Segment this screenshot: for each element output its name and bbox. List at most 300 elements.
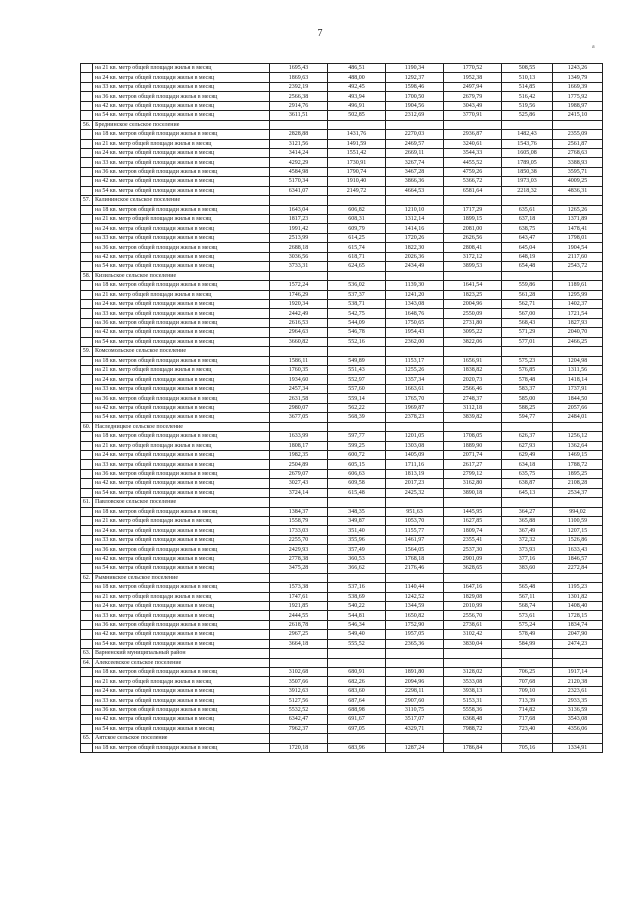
row-label: на 42 кв. метра общей площади жилья в месяц [93,177,270,186]
row-number [81,375,93,384]
value-cell: 1573,38 [270,583,328,592]
value-cell: 3036,56 [270,252,328,261]
value-cell: 624,65 [328,262,386,271]
value-cell: 1957,05 [386,630,444,639]
value-cell: 540,22 [328,601,386,610]
value-cell: 629,49 [502,450,553,459]
value-cell: 5170,34 [270,177,328,186]
value-cell: 1362,64 [553,441,603,450]
value-cell: 1139,30 [386,281,444,290]
table-row [81,158,603,167]
value-cell: 615,74 [328,243,386,252]
value-cell: 1586,11 [270,356,328,365]
table-row [81,620,603,629]
value-cell: 549,40 [328,630,386,639]
table-row [81,507,603,516]
value-cell [270,658,328,667]
row-label: на 33 кв. метра общей площади жилья в месяц [93,611,270,620]
row-label: на 42 кв. метра общей площади жилья в месяц [93,479,270,488]
value-cell: 1650,82 [386,611,444,620]
table-row [81,148,603,157]
value-cell: 635,61 [502,205,553,214]
value-cell: 2081,00 [444,224,502,233]
value-cell: 3890,18 [444,488,502,497]
value-cell: 1482,43 [502,130,553,139]
value-cell: 2120,38 [553,677,603,686]
row-number [81,262,93,271]
value-cell: 519,56 [502,101,553,110]
value-cell: 687,64 [328,696,386,705]
row-number: 65. [81,734,93,743]
table-row [81,139,603,148]
row-label: Павловское сельское поселение [93,498,270,507]
value-cell: 2255,70 [270,535,328,544]
value-cell: 605,15 [328,460,386,469]
row-label: на 18 кв. метров общей площади жилья в месяц [93,507,270,516]
value-cell [502,422,553,431]
row-number [81,441,93,450]
value-cell: 1869,63 [270,73,328,82]
row-number [81,488,93,497]
value-cell: 575,23 [502,356,553,365]
value-cell: 3899,53 [444,262,502,271]
value-cell: 2980,07 [270,403,328,412]
value-cell: 2731,80 [444,318,502,327]
row-label: на 24 кв. метра общей площади жилья в месяц [93,73,270,82]
value-cell: 1445,95 [444,507,502,516]
row-number [81,743,93,752]
value-cell: 559,86 [502,281,553,290]
value-cell: 5558,36 [444,705,502,714]
value-cell: 1189,61 [553,281,603,290]
row-label: на 54 кв. метра общей площади жилья в месяц [93,639,270,648]
table-row [81,394,603,403]
row-label: на 18 кв. метров общей площади жилья в месяц [93,743,270,752]
value-cell [502,573,553,582]
row-label: на 36 кв. метров общей площади жилья в месяц [93,167,270,176]
value-cell: 713,39 [502,696,553,705]
row-number [81,535,93,544]
row-label: на 54 кв. метра общей площади жилья в месяц [93,337,270,346]
table-row [81,611,603,620]
value-cell: 4329,71 [386,724,444,733]
value-cell: 6581,64 [444,186,502,195]
value-cell: 1808,17 [270,441,328,450]
value-cell: 1384,37 [270,507,328,516]
value-cell: 3095,22 [444,328,502,337]
value-cell: 3533,08 [444,677,502,686]
value-cell: 549,89 [328,356,386,365]
row-label: на 18 кв. метров общей площади жилья в месяц [93,432,270,441]
value-cell: 3544,33 [444,148,502,157]
value-cell: 1256,12 [553,432,603,441]
row-number [81,545,93,554]
value-cell: 546,34 [328,620,386,629]
row-label: на 24 кв. метра общей площади жилья в месяц [93,148,270,157]
row-label: на 21 кв. метр общей площади жилья в месяц [93,441,270,450]
value-cell: 1827,93 [553,318,603,327]
table-row [81,696,603,705]
value-cell: 1768,18 [386,554,444,563]
table-row [81,347,603,356]
table-row [81,517,603,526]
value-cell: 1829,08 [444,592,502,601]
value-cell: 516,42 [502,92,553,101]
value-cell: 2543,72 [553,262,603,271]
value-cell [553,271,603,280]
value-cell: 1100,59 [553,517,603,526]
row-number [81,677,93,686]
row-label: на 18 кв. метров общей площади жилья в месяц [93,130,270,139]
value-cell: 1478,41 [553,224,603,233]
table-row [81,554,603,563]
value-cell: 3128,02 [444,668,502,677]
row-number [81,564,93,573]
value-cell: 3136,59 [553,705,603,714]
value-cell: 1891,80 [386,668,444,677]
value-cell: 691,67 [328,715,386,724]
row-number: 59. [81,347,93,356]
table-row [81,290,603,299]
value-cell: 6342,47 [270,715,328,724]
value-cell [270,196,328,205]
value-cell: 3770,91 [444,111,502,120]
value-cell: 3102,68 [270,668,328,677]
value-cell: 2272,84 [553,564,603,573]
row-label: на 36 кв. метров общей площади жилья в месяц [93,545,270,554]
value-cell: 1669,39 [553,82,603,91]
value-cell: 1153,17 [386,356,444,365]
value-cell: 1357,34 [386,375,444,384]
value-cell: 1461,97 [386,535,444,544]
value-cell: 2108,28 [553,479,603,488]
corner-mark: a [592,44,595,50]
value-cell [328,498,386,507]
value-cell: 1243,26 [553,64,603,73]
row-label: на 42 кв. метра общей площади жилья в месяц [93,630,270,639]
value-cell: 1991,42 [270,224,328,233]
value-cell: 3240,61 [444,139,502,148]
value-cell: 562,22 [328,403,386,412]
value-cell: 1746,29 [270,290,328,299]
value-cell: 994,02 [553,507,603,516]
value-cell: 599,25 [328,441,386,450]
value-cell [328,120,386,129]
row-label: на 42 кв. метра общей площади жилья в месяц [93,715,270,724]
value-cell [502,658,553,667]
value-cell: 723,40 [502,724,553,733]
value-cell: 1633,99 [270,432,328,441]
row-number [81,92,93,101]
row-number [81,526,93,535]
table-row [81,583,603,592]
value-cell: 1717,29 [444,205,502,214]
value-cell: 1414,16 [386,224,444,233]
value-cell: 488,00 [328,73,386,82]
value-cell: 1752,90 [386,620,444,629]
value-cell: 2556,70 [444,611,502,620]
row-label: Комсомольское сельское поселение [93,347,270,356]
value-cell: 1786,84 [444,743,502,752]
row-number [81,158,93,167]
value-cell: 626,37 [502,432,553,441]
table-row [81,111,603,120]
value-cell: 1053,70 [386,517,444,526]
row-label: на 21 кв. метр общей площади жилья в месяц [93,139,270,148]
value-cell [502,271,553,280]
value-cell: 568,43 [502,318,553,327]
value-cell: 383,60 [502,564,553,573]
value-cell: 4836,31 [553,186,603,195]
row-number [81,139,93,148]
row-number [81,130,93,139]
value-cell [386,120,444,129]
value-cell [502,498,553,507]
value-cell: 2149,72 [328,186,386,195]
value-cell: 3043,49 [444,101,502,110]
value-cell: 1973,03 [502,177,553,186]
value-cell: 3475,28 [270,564,328,573]
table-row [81,592,603,601]
value-cell: 525,86 [502,111,553,120]
value-cell: 4455,52 [444,158,502,167]
value-cell [270,573,328,582]
value-cell: 951,63 [386,507,444,516]
value-cell: 627,93 [502,441,553,450]
value-cell: 2828,88 [270,130,328,139]
value-cell: 486,51 [328,64,386,73]
value-cell: 1647,16 [444,583,502,592]
value-cell: 1730,91 [328,158,386,167]
row-label: на 36 кв. метров общей площади жилья в месяц [93,469,270,478]
table-row [81,64,603,73]
value-cell: 683,96 [328,743,386,752]
value-cell: 2071,74 [444,450,502,459]
value-cell: 567,00 [502,309,553,318]
value-cell: 3110,75 [386,705,444,714]
table-row [81,413,603,422]
value-cell [444,573,502,582]
value-cell: 2566,46 [444,384,502,393]
table-row [81,658,603,667]
row-label: на 18 кв. метров общей площади жилья в месяц [93,583,270,592]
value-cell: 1899,15 [444,215,502,224]
value-cell: 2323,61 [553,686,603,695]
table-row [81,356,603,365]
value-cell: 2365,36 [386,639,444,648]
row-number [81,148,93,157]
value-cell: 3664,18 [270,639,328,648]
value-cell: 3121,56 [270,139,328,148]
value-cell: 1788,72 [553,460,603,469]
row-label: на 54 кв. метра общей площади жилья в месяц [93,413,270,422]
value-cell: 2778,38 [270,554,328,563]
value-cell: 600,72 [328,450,386,459]
value-cell [386,658,444,667]
value-cell: 1551,42 [328,148,386,157]
row-label: на 21 кв. метр общей площади жилья в месяц [93,592,270,601]
value-cell: 4759,26 [444,167,502,176]
value-cell: 3912,63 [270,686,328,695]
value-cell: 638,87 [502,479,553,488]
row-label: на 36 кв. метров общей площади жилья в месяц [93,620,270,629]
value-cell: 2914,76 [270,101,328,110]
value-cell [386,498,444,507]
value-cell: 3822,06 [444,337,502,346]
value-cell: 683,60 [328,686,386,695]
row-label: на 54 кв. метра общей площади жилья в месяц [93,564,270,573]
row-label: на 24 кв. метра общей площади жилья в месяц [93,686,270,695]
value-cell: 1846,57 [553,554,603,563]
value-cell [270,120,328,129]
value-cell: 552,16 [328,337,386,346]
row-label: на 42 кв. метра общей площади жилья в месяц [93,101,270,110]
row-label: на 18 кв. метров общей площади жилья в месяц [93,356,270,365]
value-cell: 3162,80 [444,479,502,488]
value-cell: 2094,96 [386,677,444,686]
value-cell: 3628,65 [444,564,502,573]
row-number [81,318,93,327]
value-cell [328,649,386,658]
row-number [81,243,93,252]
value-cell: 351,40 [328,526,386,535]
row-number [81,186,93,195]
value-cell: 2010,99 [444,601,502,610]
value-cell: 2392,19 [270,82,328,91]
row-number [81,601,93,610]
row-number [81,101,93,110]
value-cell: 3517,07 [386,715,444,724]
value-cell: 372,32 [502,535,553,544]
value-cell: 1204,98 [553,356,603,365]
value-cell: 1720,18 [270,743,328,752]
value-cell: 1789,05 [502,158,553,167]
value-cell: 2550,09 [444,309,502,318]
row-number: 61. [81,498,93,507]
row-label: на 36 кв. метров общей площади жилья в месяц [93,318,270,327]
value-cell: 1917,14 [553,668,603,677]
page-number: 7 [317,28,323,39]
value-cell: 1813,19 [386,469,444,478]
table-row [81,167,603,176]
value-cell: 705,16 [502,743,553,752]
value-cell: 2057,66 [553,403,603,412]
value-cell: 2484,01 [553,413,603,422]
value-cell [553,196,603,205]
value-cell: 3172,12 [444,252,502,261]
value-cell: 4292,29 [270,158,328,167]
value-cell: 1822,30 [386,243,444,252]
table-row [81,177,603,186]
value-cell: 2626,56 [444,233,502,242]
value-cell: 544,09 [328,318,386,327]
value-cell: 1564,05 [386,545,444,554]
value-cell: 637,18 [502,215,553,224]
row-label: на 24 кв. метра общей площади жилья в месяц [93,526,270,535]
value-cell: 5127,56 [270,696,328,705]
value-cell: 3543,08 [553,715,603,724]
table-row [81,101,603,110]
value-cell: 3112,18 [444,403,502,412]
row-label: на 54 кв. метра общей площади жилья в месяц [93,262,270,271]
table-row [81,450,603,459]
table-row [81,215,603,224]
value-cell: 1895,25 [553,469,603,478]
value-cell: 2040,70 [553,328,603,337]
value-cell: 1265,26 [553,205,603,214]
value-cell: 688,98 [328,705,386,714]
value-cell [502,347,553,356]
value-cell: 1834,74 [553,620,603,629]
value-cell: 1643,04 [270,205,328,214]
table-row [81,120,603,129]
value-cell: 2799,12 [444,469,502,478]
value-cell: 597,77 [328,432,386,441]
value-cell: 1431,76 [328,130,386,139]
row-number: 56. [81,120,93,129]
value-cell: 680,91 [328,668,386,677]
value-cell: 3660,82 [270,337,328,346]
value-cell: 606,82 [328,205,386,214]
row-number [81,432,93,441]
value-cell: 645,13 [502,488,553,497]
row-number [81,668,93,677]
table-row [81,262,603,271]
value-cell: 609,58 [328,479,386,488]
row-label: на 42 кв. метра общей площади жилья в месяц [93,252,270,261]
value-cell: 4009,25 [553,177,603,186]
value-cell: 1737,91 [553,384,603,393]
row-label: на 21 кв. метр общей площади жилья в месяц [93,366,270,375]
value-cell: 1695,43 [270,64,328,73]
value-cell [386,573,444,582]
row-number [81,517,93,526]
value-cell: 1904,56 [386,101,444,110]
table-row [81,441,603,450]
row-label: на 24 кв. метра общей площади жилья в месяц [93,450,270,459]
value-cell: 634,18 [502,460,553,469]
row-number [81,724,93,733]
value-cell: 492,45 [328,82,386,91]
value-cell: 2513,99 [270,233,328,242]
table-row [81,196,603,205]
value-cell: 682,26 [328,677,386,686]
value-cell: 366,62 [328,564,386,573]
value-cell: 4664,53 [386,186,444,195]
value-cell: 1140,44 [386,583,444,592]
value-cell: 1760,35 [270,366,328,375]
value-cell [553,422,603,431]
value-cell: 5366,72 [444,177,502,186]
value-cell: 1255,26 [386,366,444,375]
row-label: Варненский муниципальный район [93,649,270,658]
value-cell: 537,37 [328,290,386,299]
value-cell: 562,71 [502,299,553,308]
value-cell: 1408,40 [553,601,603,610]
value-cell: 1770,52 [444,64,502,73]
value-cell: 1798,01 [553,233,603,242]
value-cell: 3724,14 [270,488,328,497]
row-label: на 33 кв. метра общей площади жилья в месяц [93,233,270,242]
value-cell: 2270,03 [386,130,444,139]
value-cell: 1633,43 [553,545,603,554]
row-number [81,479,93,488]
value-cell: 594,77 [502,413,553,422]
value-cell: 7962,37 [270,724,328,733]
value-cell: 2618,78 [270,620,328,629]
value-cell: 2362,00 [386,337,444,346]
value-cell: 3027,43 [270,479,328,488]
